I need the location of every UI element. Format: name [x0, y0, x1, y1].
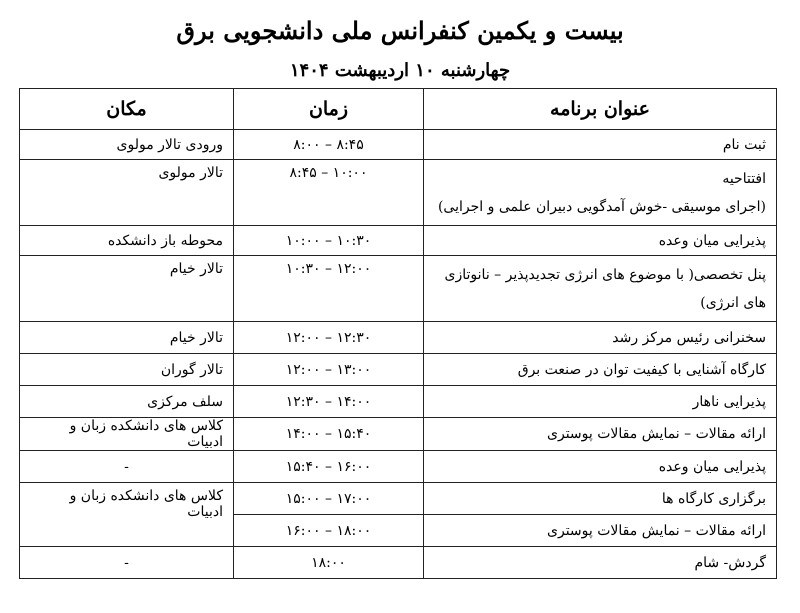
row-time: ۱۲:۳۰ – ۱۴:۰۰: [234, 386, 424, 418]
row-time: ۸:۴۵ – ۱۰:۰۰: [234, 160, 424, 226]
table-row: [20, 418, 777, 451]
row-time: ۱۲:۰۰ – ۱۳:۰۰: [234, 354, 424, 386]
row-title: پذیرایی ناهار: [424, 386, 777, 418]
row-title: ارائه مقالات – نمایش مقالات پوستری: [424, 515, 777, 547]
row-title-line: افتتاحیه: [722, 170, 766, 187]
schedule-table: [19, 88, 777, 579]
table-row: [20, 256, 777, 322]
row-title: پنل تخصصی( با موضوع های انرژی تجدیدپذیر – نانوتازی های انرژی): [424, 256, 777, 322]
row-place: -: [20, 451, 234, 483]
row-place: سلف مرکزی: [20, 386, 234, 418]
row-time: ۱۵:۴۰ – ۱۶:۰۰: [234, 451, 424, 483]
row-title: برگزاری کارگاه ها: [424, 483, 777, 515]
row-place: کلاس های دانشکده زبان و ادبیات: [20, 483, 234, 547]
row-title: گردش- شام: [424, 547, 777, 579]
row-place: -: [20, 547, 234, 579]
row-place: تالار خیام: [20, 256, 234, 322]
table-row: [20, 547, 777, 579]
table-row: [20, 322, 777, 354]
table-row: [20, 386, 777, 418]
conference-title: بیست و یکمین کنفرانس ملی دانشجویی برق: [176, 16, 624, 45]
table-row: [20, 354, 777, 386]
row-place: تالار خیام: [20, 322, 234, 354]
row-title: کارگاه آشنایی با کیفیت توان در صنعت برق: [424, 354, 777, 386]
row-title: ثبت نام: [424, 130, 777, 160]
row-title-line: (اجرای موسیقی -خوش آمدگویی دبیران علمی و اجرایی): [437, 198, 766, 215]
row-time: ۱۴:۰۰ – ۱۵:۴۰: [234, 418, 424, 451]
row-title: سخنرانی رئیس مرکز رشد: [424, 322, 777, 354]
row-place: ورودی تالار مولوی: [20, 130, 234, 160]
row-title: پذیرایی میان وعده: [424, 226, 777, 256]
row-time: ۱۰:۳۰ – ۱۲:۰۰: [234, 256, 424, 322]
row-title: [424, 160, 777, 226]
row-time: ۸:۰۰ – ۸:۴۵: [234, 130, 424, 160]
table-row: [20, 226, 777, 256]
row-title: پذیرایی میان وعده: [424, 451, 777, 483]
table-row: [20, 483, 777, 515]
row-place: تالار گوران: [20, 354, 234, 386]
row-place: کلاس های دانشکده زبان و ادبیات: [20, 418, 234, 451]
row-place: محوطه باز دانشکده: [20, 226, 234, 256]
conference-date: چهارشنبه ۱۰ اردیبهشت ۱۴۰۴: [289, 60, 511, 81]
row-place: تالار مولوی: [20, 160, 234, 226]
column-header-place: مکان: [20, 89, 234, 130]
row-title: ارائه مقالات – نمایش مقالات پوستری: [424, 418, 777, 451]
table-row: [20, 451, 777, 483]
row-time: ۱۶:۰۰ – ۱۸:۰۰: [234, 515, 424, 547]
column-header-title: عنوان برنامه: [424, 89, 777, 130]
table-row: [20, 160, 777, 226]
row-time: ۱۸:۰۰: [234, 547, 424, 579]
table-header-row: [20, 89, 777, 130]
row-time: ۱۵:۰۰ – ۱۷:۰۰: [234, 483, 424, 515]
column-header-time: زمان: [234, 89, 424, 130]
table-row: [20, 130, 777, 160]
row-time: ۱۲:۰۰ – ۱۲:۳۰: [234, 322, 424, 354]
row-time: ۱۰:۰۰ – ۱۰:۳۰: [234, 226, 424, 256]
